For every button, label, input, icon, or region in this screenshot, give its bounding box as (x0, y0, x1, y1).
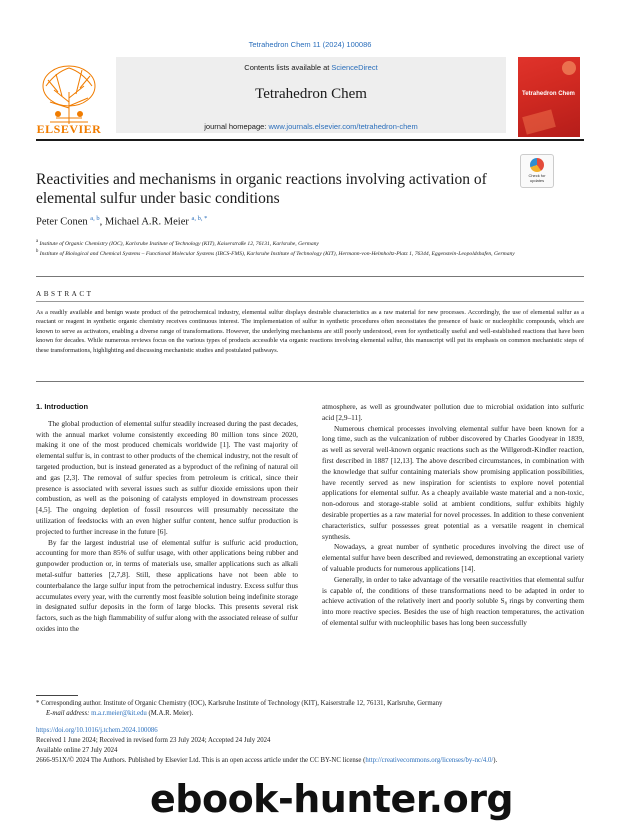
article-title: Reactivities and mechanisms in organic reactions involving activation of elemental sulfur under basic conditions (36, 171, 487, 207)
body-column-left (36, 402, 298, 635)
check-for-updates-badge[interactable] (520, 154, 554, 188)
cover-decoration (562, 61, 576, 75)
author-affil-marker[interactable]: a, b, * (191, 215, 208, 222)
body-paragraph: Nowadays, a great number of synthetic procedures involving the direct use of elemental sulfur have been described and reviewed, demonstrating an exceptional variety of valuable products for numerous applications [14]. (322, 542, 584, 573)
author-list (36, 215, 207, 228)
received-dates: Received 1 June 2024; Received in revised form 23 July 2024; Accepted 24 July 2024 (36, 737, 271, 744)
watermark-text: ebook-hunter.org (150, 777, 514, 821)
body-paragraph: atmosphere, as well as groundwater pollution due to microbial oxidation into sulfuric acid [2,9–11]. (322, 402, 584, 422)
license-prefix: 2666-951X/© 2024 The Authors. Published by Elsevier Ltd. This is an open access article under the CC BY-NC license ( (36, 757, 366, 764)
homepage-prefix: journal homepage: (204, 122, 269, 131)
section-heading: 1. Introduction (36, 402, 89, 411)
updates-icon (530, 158, 544, 172)
affiliation-a (36, 238, 584, 248)
homepage-line (116, 122, 506, 131)
contents-prefix: Contents lists available at (244, 63, 332, 72)
body-paragraph: Numerous chemical processes involving elemental sulfur have been known for a long time, such as the vulcanization of rubber discovered by Charles Goodyear in 1839, as well as several well-known organic reactions such as the Willgerodt-Kindler reaction, first described in 1887 [12,13]. The above described circumstances, in combination with the knowledge that sulfur containing materials show promising application possibilities, have recently served as new inspiration for scientists to explore novel potential applications for elemental sulfur. As a cheaply available waste material and a non-toxic, non-odorous and storage-stable solid at ambient conditions, sulfur exhibits highly desirable properties as a raw material for novel processes. In addition to these convenient characteristics, sulfur possesses great potential as a versatile reagent in chemical synthesis. (322, 423, 584, 541)
journal-homepage-link[interactable]: www.journals.elsevier.com/tetrahedron-chem (268, 122, 418, 131)
abstract-heading-rule (36, 301, 584, 302)
email-link[interactable]: m.a.r.meier@kit.edu (91, 710, 147, 717)
author-separator: , (99, 216, 105, 228)
abstract-end-rule (36, 381, 584, 382)
corresponding-text: * Corresponding author. Institute of Organic Chemistry (IOC), Karlsruhe Institute of Technology (KIT), Kaiserstraße 12, 76131, Karlsruhe, Germany (36, 700, 443, 707)
elsevier-wordmark: ELSEVIER (36, 122, 102, 136)
affil-text: Institute of Organic Chemistry (IOC), Karlsruhe Institute of Technology (KIT), Kaiserstraße 12, 76131, Karlsruhe, Germany (38, 240, 319, 247)
abstract-rule (36, 276, 584, 277)
journal-cover-image (518, 57, 580, 137)
journal-title: Tetrahedron Chem (255, 86, 367, 102)
email-label: E-mail address: (46, 710, 92, 717)
license-link[interactable]: http://creativecommons.org/licenses/by-nc/4.0/ (365, 757, 494, 764)
affil-text: Institute of Biological and Chemical Systems – Functional Molecular Systems (IBCS-FMS), Karlsruhe Institute of Technology (KIT), Hermann-von-Helmholtz-Platz 1, 76344, Eggenstein-Leopoldshafen, Germany (38, 251, 515, 258)
author-affil-marker[interactable]: a, b (90, 215, 100, 222)
sciencedirect-link[interactable]: ScienceDirect (331, 63, 378, 72)
cover-decoration (522, 109, 556, 134)
available-date: Available online 27 July 2024 (36, 747, 118, 754)
cover-title: Tetrahedron Chem (522, 91, 575, 97)
author-name: Peter Conen (36, 216, 88, 228)
contents-line (116, 63, 506, 72)
author-name: Michael A.R. Meier (104, 216, 189, 228)
email-line (36, 709, 584, 719)
affil-marker: a (36, 239, 39, 244)
affil-marker: b (36, 249, 39, 255)
abstract-heading: ABSTRACT (36, 290, 94, 298)
footnote-rule (36, 695, 78, 696)
corresponding-author-footnote (36, 699, 584, 719)
email-suffix: (M.A.R. Meier). (146, 710, 194, 717)
affiliations (36, 238, 584, 259)
body-paragraph: Generally, in order to take advantage of the versatile reactivities that elemental sulfur is capable of, the conditions of these transformations need to be adapted in order to achieve activation of the relatively inert and poorly soluble S₈ rings by converting them into more reactive species. Besides the use of high reaction temperatures, the activation of elemental sulfur with nucleophilic bases has long been successfully (322, 574, 584, 627)
abstract-text: As a readily available and benign waste product of the petrochemical industry, elemental sulfur displays desirable characteristics as a raw material for new processes. Accordingly, the use of elemental sulfur as a reactant or reagent in synthetic organic chemistry receives continuous interest. The implementation of sulfur in synthetic procedures often necessitates the presence of basic or nucleophilic compounds, which are known to serve as activators, enabling a diverse range of transformations. However, the underlying mechanisms are still poorly understood, even for synthetically useful and well-established reactions that have been known for decades. While numerous reviews focus on the various types of products accessible via organic reactions involving elemental sulfur, this manuscript will put its emphasis on common mechanistic steps of these transformations, highlighting and discussing mechanistic studies and postulated pathways. (36, 309, 584, 354)
updates-label: Check for updates (528, 173, 546, 183)
license-line (36, 756, 584, 766)
doi-link[interactable]: https://doi.org/10.1016/j.tchem.2024.100086 (36, 727, 158, 734)
body-paragraph: By far the largest industrial use of elemental sulfur is sulfuric acid production, accounting for more than 85% of sulfur usage, with other applications being rubber and gunpowder production or, in terms of materials use, smaller applications such as alkali metal-sulfur batteries [2,7,8]. Still, these applications have not been able to counterbalance the large sulfur input from the petrochemical industry. Excess sulfur thus accumulates every year, with the currently most feasible solution being indefinite storage in designated sulfur deposits in the form of large blocks. This presents several risk factors, such as the high flammability of sulfur along with the associated release of sulfur oxides into the (36, 537, 298, 633)
body-paragraph: The global production of elemental sulfur steadily increased during the past decades, with the annual market volume consistently exceeding 80 million tons since 2020, making it one of the most produced chemicals worldwide [1]. The vast majority of elemental sulfur is, in contrast to other products of the chemical industry, not the result of targeted production, but is instead generated as a byproduct of the refining of natural oil and gas [2,3]. The removal of sulfur species from petroleum is critical, since their presence is associated with several issues such as sulfur dioxide emissions upon their combustion, as well as the poisoning of catalysts employed in downstream processes [4,5]. The ongoing depletion of fossil resources will presumably necessitate the utilization of feedstocks with an even higher sulfur content, hence sulfur production is projected to further increase in the future [6]. (36, 418, 298, 536)
header-rule (36, 139, 584, 141)
journal-citation[interactable]: Tetrahedron Chem 11 (2024) 100086 (248, 40, 372, 49)
license-suffix: ). (493, 757, 498, 764)
publication-info (36, 726, 584, 766)
affiliation-b (36, 248, 584, 258)
body-column-right (322, 402, 584, 629)
